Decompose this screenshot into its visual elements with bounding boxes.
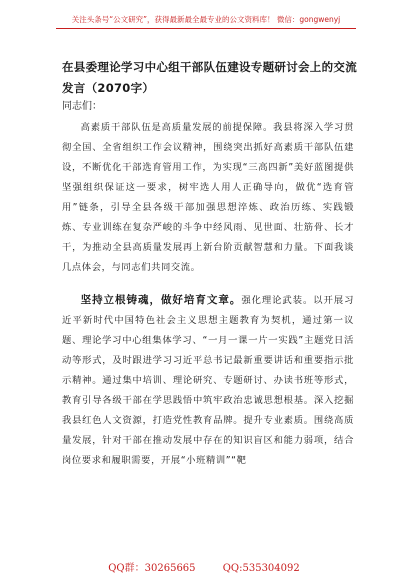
header-banner: 关注头条号“公文研究”，获得最新最全最专业的公文资料库！ 微信：gongwenyj <box>56 14 356 29</box>
paragraph-2-lead: 坚持立根铸魂，做好培育文章。 <box>80 294 242 306</box>
footer-qq: QQ:535304092 <box>222 563 300 574</box>
paragraph-1: 高素质干部队伍是高质量发展的前提保障。我县将深入学习贯彻全国、全省组织工作会议精神，围绕突出抓好高素质干部队伍建设，不断优化干部选育管用工作，为实现“三高四新”美好蓝图提供坚强组织保证这一要求，树牢选人用人正确导向，做优“选育管用”链条，引导全县各级干部加强思想淬炼、政治历练、实践锻炼、专业训练在复杂严峻的斗争中经风雨、见世面、壮筋骨、长才干，为推动全县高质量发展再上新台阶贡献智慧和力量。下面我谈几点体会，与同志们共同交流。 <box>62 122 354 273</box>
salutation: 同志们： <box>62 101 102 112</box>
paragraph-2-text: 强化理论武装。以开展习近平新时代中国特色社会主义思想主题教育为契机，通过第一议题、理论学习中心组集体学习、“一月一课一片一实践”主题党日活动等形式，及时跟进学习习近平总书记最新重要讲话和重要指示批示精神。通过集中培训、理论研究、专题研讨、办读书班等形式，教育引导各级干部在学思践悟中筑牢政治忠诚思想根基。深入挖掘我县红色人文资源，打造党性教育品牌。提升专业素质。围绕高质量发展，针对干部在推动发展中存在的知识盲区和能力弱项，结合岗位要求和履职需要，开展“小班精训”“靶 <box>62 295 354 466</box>
paragraph-2 <box>62 290 354 471</box>
document-body <box>62 118 354 479</box>
footer-qq-group: QQ群：30265665 <box>108 563 196 574</box>
footer <box>0 559 408 574</box>
document-title: 在县委理论学习中心组干部队伍建设专题研讨会上的交流发言（2070字） <box>62 60 357 95</box>
